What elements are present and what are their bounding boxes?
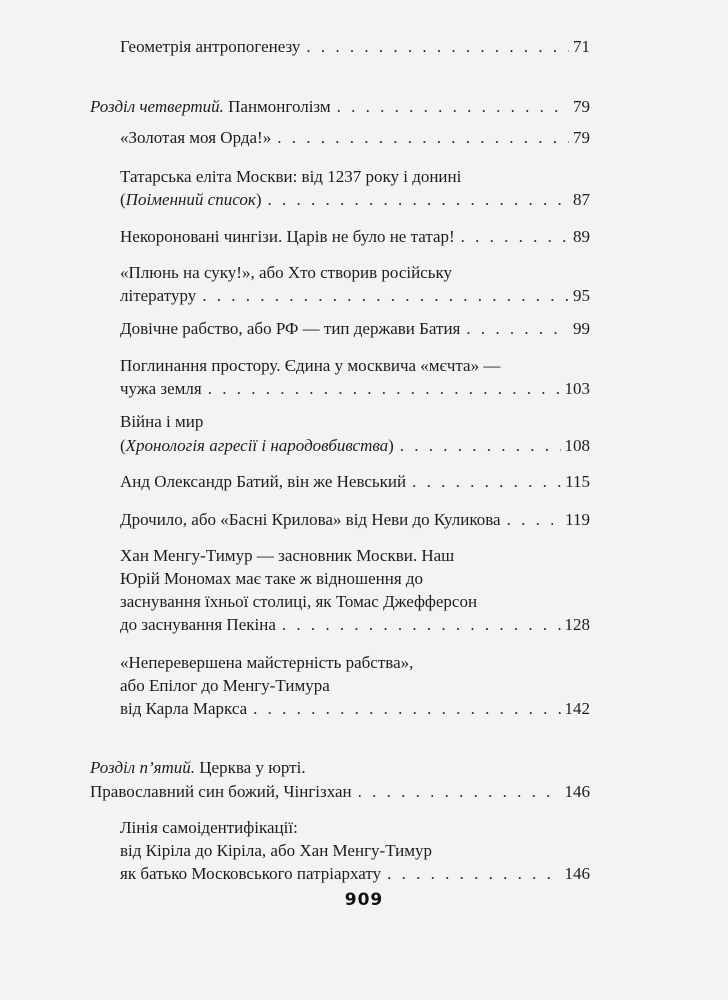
leader-dots <box>412 469 561 495</box>
toc-section-5-line2[interactable] <box>90 779 590 805</box>
entry-title-cont: чужа земля <box>120 379 202 398</box>
entry-page: 103 <box>564 379 590 398</box>
entry-page: 95 <box>573 286 590 305</box>
toc-entry-orda[interactable] <box>120 125 590 151</box>
paren-close: ) <box>388 436 394 455</box>
toc-entry-liniya-line3[interactable] <box>120 861 590 887</box>
section-label: Розділ п’ятий. <box>90 758 196 777</box>
entry-title: «Неперевершена майстерність рабства», <box>120 653 414 672</box>
entry-title-cont: літературу <box>120 286 197 305</box>
leader-dots <box>461 224 569 250</box>
leader-dots <box>358 779 561 805</box>
paren-open: ( <box>120 436 126 455</box>
entry-page: 99 <box>573 319 590 338</box>
leader-dots <box>507 507 562 533</box>
entry-subtitle: Поіменний список <box>125 190 256 209</box>
toc-entry-mengu-line4[interactable] <box>120 612 590 638</box>
entry-title-cont: або Епілог до Менгу-Тимура <box>120 676 330 695</box>
leader-dots <box>306 34 569 60</box>
toc-entry-and[interactable] <box>120 469 590 495</box>
entry-title-cont: від Карла Маркса <box>120 699 248 718</box>
section-title-cont: Православний син божий, Чінгізхан <box>90 782 352 801</box>
entry-title: Анд Олександр Батий, він же Невський <box>120 472 407 491</box>
entry-subtitle: Хронологія агресії і народовбивства <box>125 436 389 455</box>
section-label: Розділ четвертий. <box>90 97 224 116</box>
entry-page: 79 <box>573 97 590 116</box>
leader-dots <box>387 861 560 887</box>
entry-page: 146 <box>564 782 590 801</box>
toc-entry-prostir-line2[interactable] <box>120 376 590 402</box>
toc-entry-drochylo[interactable] <box>120 507 590 533</box>
section-title: Панмонголізм <box>223 97 331 116</box>
entry-title: Війна і мир <box>120 412 204 431</box>
entry-title: Дрочило, або «Басні Крилова» від Неви до Куликова <box>120 510 501 529</box>
page-number: 909 <box>344 890 384 910</box>
entry-page: 115 <box>565 472 590 491</box>
leader-dots <box>400 433 561 459</box>
entry-title-cont: від Кіріла до Кіріла, або Хан Менгу-Тимур <box>120 841 433 860</box>
entry-page: 71 <box>573 37 590 56</box>
leader-dots <box>466 316 569 342</box>
leader-dots <box>208 376 561 402</box>
entry-page: 119 <box>565 510 590 529</box>
entry-title: Поглинання простору. Єдина у москвича «мєчта» — <box>120 356 501 375</box>
entry-page: 142 <box>564 699 590 718</box>
paren-open: ( <box>120 190 126 209</box>
entry-page: 128 <box>564 615 590 634</box>
entry-title-cont: Юрій Мономах має таке ж відношення до <box>120 569 424 588</box>
leader-dots <box>202 283 569 309</box>
entry-title: Довічне рабство, або РФ — тип держави Батия <box>120 319 461 338</box>
toc-entry-elite-line2[interactable] <box>120 187 590 213</box>
toc-entry-master-line3[interactable] <box>120 696 590 722</box>
paren-close: ) <box>255 190 262 209</box>
entry-title: Хан Менгу-Тимур — засновник Москви. Наш <box>120 546 455 565</box>
toc-entry-plyun-line2[interactable] <box>120 283 590 309</box>
toc-section-5-line1[interactable] <box>90 755 590 781</box>
entry-title: «Золотая моя Орда!» <box>120 128 272 147</box>
entry-page: 87 <box>573 190 590 209</box>
toc-entry-rabstvo[interactable] <box>120 316 590 342</box>
leader-dots <box>337 94 569 120</box>
leader-dots <box>277 125 569 151</box>
toc-entry-vijna-line1[interactable] <box>120 409 590 435</box>
toc-entry-chingizy[interactable] <box>120 224 590 250</box>
entry-title: Некороновані чингізи. Царів не було не татар! <box>120 227 455 246</box>
toc-entry-vijna-line2[interactable] <box>120 433 590 459</box>
leader-dots <box>253 696 560 722</box>
entry-title: Лінія самоідентифікації: <box>120 818 298 837</box>
entry-title: Геометрія антропогенезу <box>120 37 301 56</box>
toc-entry-geometry[interactable] <box>120 34 590 60</box>
entry-title: Татарська еліта Москви: від 1237 року і донині <box>120 167 462 186</box>
entry-page: 79 <box>573 128 590 147</box>
entry-title-cont: заснування їхньої столиці, як Томас Джефферсон <box>120 592 478 611</box>
entry-page: 108 <box>564 436 590 455</box>
entry-page: 146 <box>564 864 590 883</box>
entry-page: 89 <box>573 227 590 246</box>
entry-title-cont: до заснування Пекіна <box>120 615 276 634</box>
entry-title-cont: як батько Московського патріархату <box>120 864 382 883</box>
section-title: Церква у юрті. <box>195 758 306 777</box>
toc-section-4[interactable] <box>90 94 590 120</box>
leader-dots <box>282 612 561 638</box>
entry-title: «Плюнь на суку!», або Хто створив російську <box>120 263 452 282</box>
leader-dots <box>267 187 569 213</box>
